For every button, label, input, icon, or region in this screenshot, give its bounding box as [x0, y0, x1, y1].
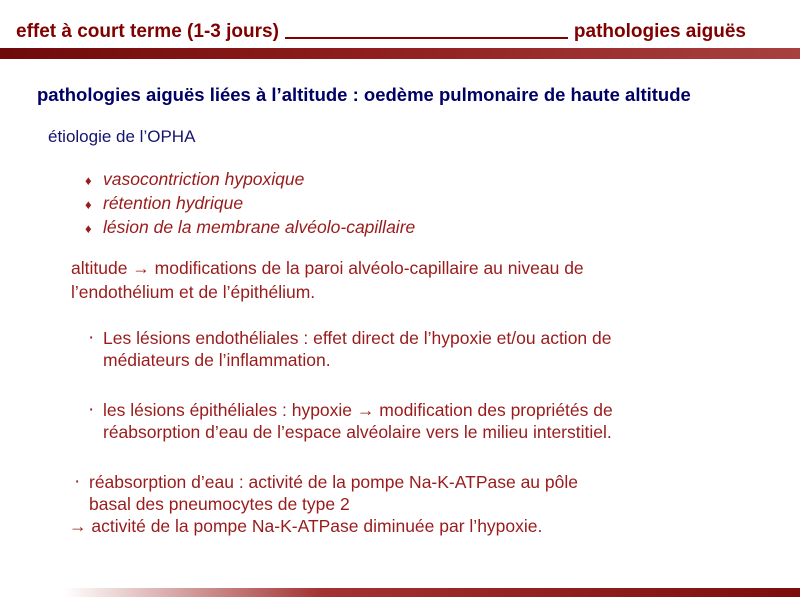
- lesion-bullet-text: [89, 471, 578, 515]
- diamond-bullet-icon: ♦: [85, 173, 92, 188]
- conclusion-line: → activité de la pompe Na-K-ATPase diminuée par l’hypoxie.: [69, 516, 543, 536]
- lesion-bullet-endothelial: [88, 327, 611, 371]
- etiology-bullet-list: [85, 168, 415, 240]
- lesion-bullet-reabsorption: [74, 471, 578, 515]
- bullet-line: réabsorption d’eau de l’espace alvéolaire vers le milieu interstitiel.: [103, 422, 612, 442]
- lesion-bullet-epithelial: [88, 399, 613, 443]
- diamond-bullet-icon: ♦: [85, 221, 92, 236]
- dot-bullet-icon: ·: [88, 399, 95, 420]
- bottom-gradient-bar: [64, 588, 800, 597]
- bullet-line: les lésions épithéliales : hypoxie → modification des propriétés de: [103, 400, 613, 420]
- slide-title: pathologies aiguës liées à l’altitude : oedème pulmonaire de haute altitude: [37, 84, 691, 105]
- header-right-label: pathologies aiguës: [573, 21, 746, 42]
- slide-header: [16, 20, 746, 44]
- bullet-line: basal des pneumocytes de type 2: [89, 494, 350, 514]
- paragraph-line: altitude → modifications de la paroi alvéolo-capillaire au niveau de: [71, 258, 584, 278]
- diamond-bullet-icon: ♦: [85, 197, 92, 212]
- etiology-bullet-item: [85, 168, 415, 192]
- etiology-bullet-label: rétention hydrique: [103, 193, 244, 213]
- dot-bullet-icon: ·: [88, 327, 95, 348]
- altitude-paragraph: [71, 256, 584, 304]
- paragraph-line: l’endothélium et de l’épithélium.: [71, 282, 316, 302]
- lesion-bullet-text: [103, 399, 613, 443]
- header-left-label: effet à court terme (1-3 jours): [16, 21, 279, 42]
- etiology-bullet-item: [85, 192, 415, 216]
- lesion-bullet-text: [103, 327, 611, 371]
- bullet-line: médiateurs de l’inflammation.: [103, 350, 331, 370]
- bullet-line: Les lésions endothéliales : effet direct de l’hypoxie et/ou action de: [103, 328, 612, 348]
- dot-bullet-icon: ·: [74, 471, 81, 492]
- etiology-bullet-item: [85, 216, 415, 240]
- header-divider-line: [285, 37, 568, 39]
- etiology-bullet-label: vasocontriction hypoxique: [103, 169, 305, 189]
- etiology-bullet-label: lésion de la membrane alvéolo-capillaire: [103, 217, 416, 237]
- section-heading: étiologie de l’OPHA: [48, 127, 196, 146]
- bullet-line: réabsorption d’eau : activité de la pompe Na-K-ATPase au pôle: [89, 472, 578, 492]
- top-gradient-bar: [0, 48, 800, 59]
